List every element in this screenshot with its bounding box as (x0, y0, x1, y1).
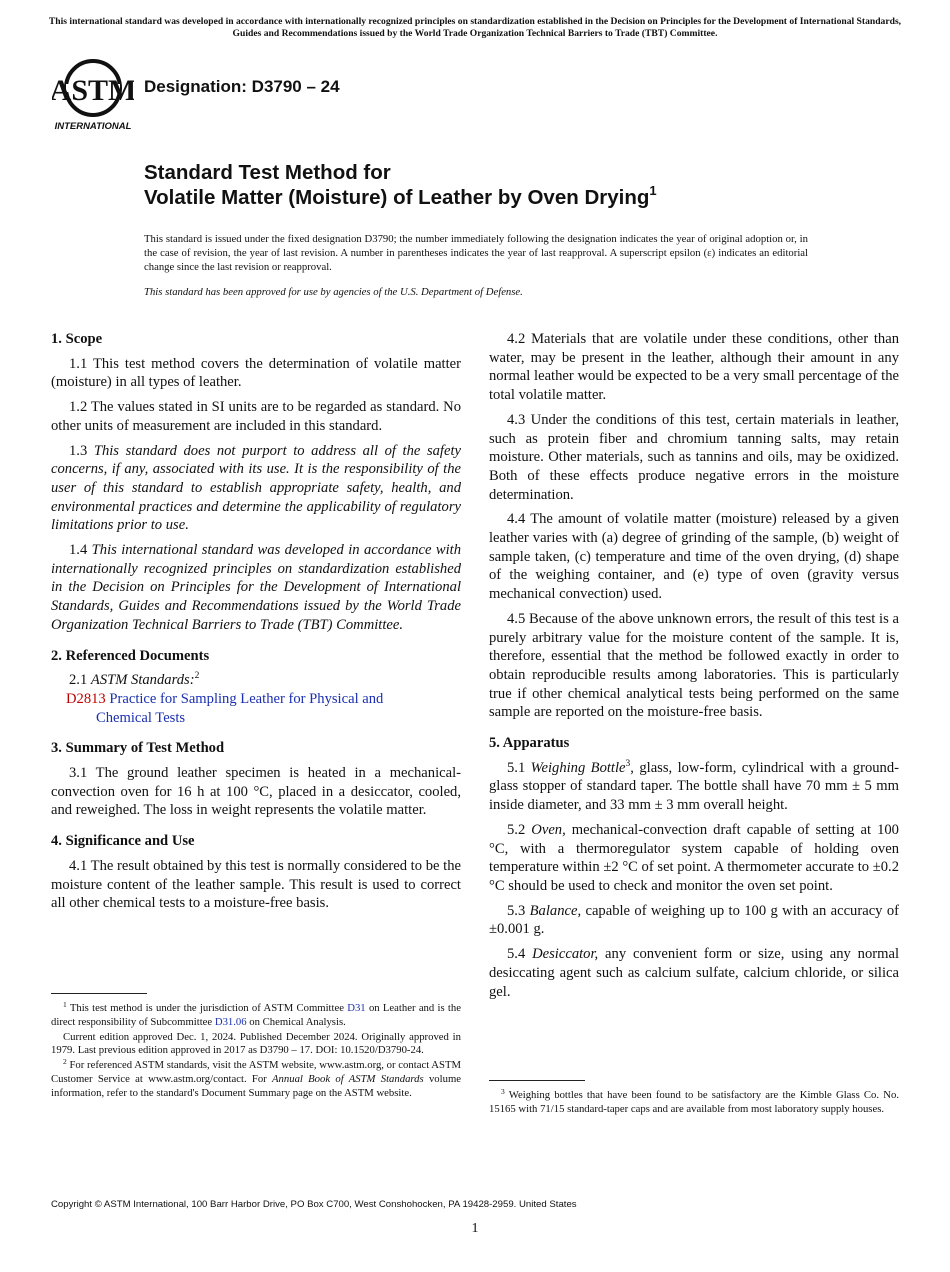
para-4-3: 4.3 Under the conditions of this test, certain materials in leather, such as protein fiber and chromium tanning salts, may retain moisture. Other materials, such as tannins and oils, may be oxidized. Both of these effects produce negative errors in the moisture determination. (489, 411, 899, 503)
para-3-1: 3.1 The ground leather specimen is heated in a mechanical-convection oven for 16 h at 100 °C, placed in a desiccator, cooled, and reweighed. The loss in weight represents the volatile matter. (51, 765, 461, 819)
left-column (51, 330, 461, 919)
reference-designation[interactable]: D2813 (66, 690, 106, 707)
para-4-2: 4.2 Materials that are volatile under these conditions, other than water, may be present in the leather, although their amount in any normal leather would be expected to be a very small percentage of the total volatile matter. (489, 331, 899, 404)
footnote-1-edition: Current edition approved Dec. 1, 2024. Published December 2024. Originally approved in 1979. Last previous edition approved in 2017 as D3790 – 17. DOI: 10.1520/D3790-24. (51, 1030, 461, 1057)
title-line-2: Volatile Matter (Moisture) of Leather by Oven Drying$^1$ (144, 183, 657, 209)
reference-d2813[interactable] (66, 690, 461, 727)
title-footnote-mark[interactable]: 1 (649, 183, 657, 198)
para-5-2: 5.2 Oven, mechanical-convection draft capable of setting at 100 °C, with a thermoregulator system capable of holding oven temperature within ±2 °C of set point. A thermometer accurate to ±0.2 °C should be used to check and monitor the oven set point. (489, 821, 899, 894)
right-column (489, 330, 899, 1007)
para-5-1: 5.1 Weighing Bottle$^3$, glass, low-form, cylindrical with a ground-glass stopper of standard taper. The bottle shall have 70 mm ± 5 mm inside diameter, and 33 mm ± 3 mm overall height. (489, 758, 900, 814)
para-2-1: 2.1 ASTM Standards:$^2$ (69, 671, 200, 689)
footnote-1: $^1$ This test method is under the jurisdiction of ASTM Committee D31 on Leather and is the direct responsibility of Subcommittee D31.06 on Chemical Analysis. (51, 1000, 461, 1028)
page-number: 1 (471, 1221, 479, 1236)
issue-note (144, 232, 808, 299)
astm-logo-icon (52, 56, 134, 132)
para-5-3: 5.3 Balance, capable of weighing up to 100 g with an accuracy of ±0.001 g. (489, 902, 899, 938)
footnote-rule-right (489, 1080, 585, 1081)
para-1-2: 1.2 The values stated in SI units are to be regarded as standard. No other units of measurement are included in this standard. (51, 399, 461, 434)
para-4-5: 4.5 Because of the above unknown errors, the result of this test is a purely arbitrary value for the moisture content of the sample. It is, therefore, essential that the method be followed exactly in order to obtain reproducible results among laboratories. This is particularly true if other chemical analytical tests being performed on the same sample are reported on the moisture-free basis. (489, 610, 899, 721)
document-title (144, 160, 844, 210)
footnote-rule-left (51, 993, 147, 994)
footnotes-left (51, 1002, 461, 1102)
top-notice: This international standard was developed in accordance with internationally recognized principles on standardization established in the Decision on Principles for the Development of International Standards, Guides and Recommendations issued by the World Trade Organization Technical Barriers to Trade (TBT) Committee. (48, 16, 902, 39)
para-4-4: 4.4 The amount of volatile matter (moisture) released by a given leather varies with (a) degree of grinding of the sample, (b) weight of sample taken, (c) temperature and time of the oven drying, (d) shape of the weighing container, and (e) type of oven (gravity versus mechanical convection) used. (489, 511, 899, 603)
subcommittee-link[interactable]: D31.06 (214, 1015, 247, 1028)
title-line-1: Standard Test Method for (144, 161, 391, 184)
footnote-3: $^3$ Weighing bottles that have been found to be satisfactory are the Kimble Glass Co. No. 15165 with 71/15 standard-taper caps and are available from most laboratory supply houses. (489, 1087, 899, 1115)
copyright: Copyright © ASTM International, 100 Barr Harbor Drive, PO Box C700, West Conshohocken, PA 19428-2959. United States (51, 1199, 577, 1210)
dod-approval: This standard has been approved for use by agencies of the U.S. Department of Defense. (144, 286, 523, 298)
footnote-2: $^2$ For referenced ASTM standards, visit the ASTM website, www.astm.org, or contact ASTM Customer Service at www.astm.org/contact. For Annual Book of ASTM Standards volume information, refer to the standard's Document Summary page on the ASTM website. (51, 1057, 462, 1099)
astm-logo (52, 56, 134, 132)
designation: Designation: D3790 – 24 (144, 77, 340, 96)
section-heading-scope: 1. Scope (51, 331, 103, 347)
committee-link[interactable]: D31 (347, 1002, 366, 1014)
reference-title-continued[interactable]: Chemical Tests (96, 709, 186, 726)
para-4-1: 4.1 The result obtained by this test is normally considered to be the moisture content of the leather sample. This result is used to correct all other chemical tests to a moisture-free basis. (51, 857, 461, 912)
issue-note-text: This standard is issued under the fixed designation D3790; the number immediately following the designation indicates the year of original adoption or, in the case of revision, the year of last revision. A number in parentheses indicates the year of last reapproval. A superscript epsilon (ε) indicates an editorial change since the last revision or reapproval. (144, 233, 808, 273)
section-heading-referenced-documents: 2. Referenced Documents (51, 647, 210, 664)
section-heading-apparatus: 5. Apparatus (489, 735, 570, 752)
footnotes-right (489, 1089, 899, 1118)
para-5-4: 5.4 Desiccator, any convenient form or size, using any normal desiccating agent such as calcium sulfate, calcium chloride, or silica gel. (489, 946, 899, 1000)
svg-text:ASTM: ASTM (52, 74, 134, 107)
para-1-3: 1.3 This standard does not purport to address all of the safety concerns, if any, associated with its use. It is the responsibility of the user of this standard to establish appropriate safety, health, and environmental practices and determine the applicability of regulatory limitations prior to use. (51, 442, 461, 534)
section-heading-significance: 4. Significance and Use (51, 833, 195, 850)
svg-text:INTERNATIONAL: INTERNATIONAL (54, 121, 132, 132)
section-heading-summary: 3. Summary of Test Method (51, 740, 225, 757)
para-1-4: 1.4 This international standard was developed in accordance with internationally recognized principles on standardization established in the Decision on Principles for the Development of International Standards, Guides and Recommendations issued by the World Trade Organization Technical Barriers to Trade (TBT) Committee. (51, 542, 462, 633)
para-1-1: 1.1 This test method covers the determination of volatile matter (moisture) in all types of leather. (51, 355, 461, 391)
reference-title[interactable]: Practice for Sampling Leather for Physical and (109, 690, 384, 707)
